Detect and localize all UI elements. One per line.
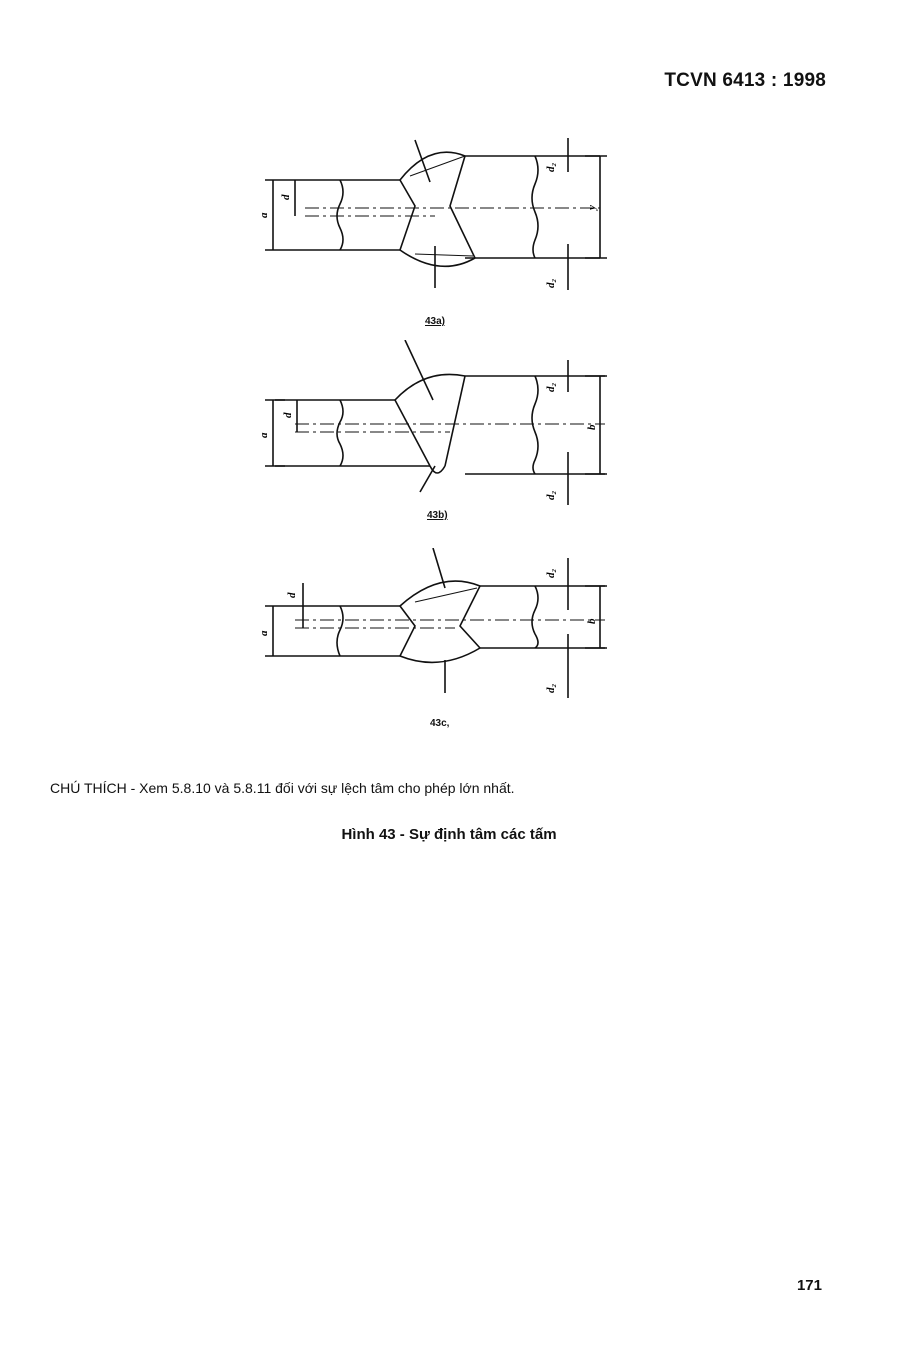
svg-text:d₂: d₂ bbox=[545, 278, 557, 288]
svg-text:y: y bbox=[586, 205, 598, 210]
svg-text:d: d bbox=[282, 412, 294, 418]
figure-43a-label: 43a) bbox=[425, 316, 446, 327]
figure-43c-label: 43c, bbox=[430, 718, 450, 729]
figure-43b-drawing bbox=[255, 340, 615, 510]
svg-text:a: a bbox=[258, 432, 270, 438]
figure-43a-drawing bbox=[255, 120, 615, 300]
figure-43b bbox=[255, 340, 615, 521]
standard-number: TCVN 6413 : 1998 bbox=[664, 70, 826, 91]
svg-text:b: b bbox=[586, 618, 598, 624]
svg-text:b: b bbox=[586, 424, 598, 430]
svg-text:d: d bbox=[286, 592, 298, 598]
figure-43c-drawing bbox=[255, 548, 615, 708]
figure-43b-label: 43b) bbox=[427, 510, 448, 521]
page-number: 171 bbox=[796, 1277, 822, 1294]
svg-text:d₂: d₂ bbox=[545, 382, 557, 392]
figure-caption: Hình 43 - Sự định tâm các tấm bbox=[341, 826, 557, 843]
svg-text:d₂: d₂ bbox=[545, 162, 557, 172]
figure-43a bbox=[255, 120, 615, 327]
svg-text:d: d bbox=[280, 194, 292, 200]
note-text: CHÚ THÍCH - Xem 5.8.10 và 5.8.11 đối với sự lệch tâm cho phép lớn nhất. bbox=[50, 780, 515, 796]
figure-43c bbox=[255, 548, 615, 729]
svg-text:d₂: d₂ bbox=[545, 683, 557, 693]
svg-text:a: a bbox=[258, 212, 270, 218]
svg-text:d₂: d₂ bbox=[545, 490, 557, 500]
svg-text:d₂: d₂ bbox=[545, 568, 557, 578]
svg-text:a: a bbox=[258, 630, 270, 636]
